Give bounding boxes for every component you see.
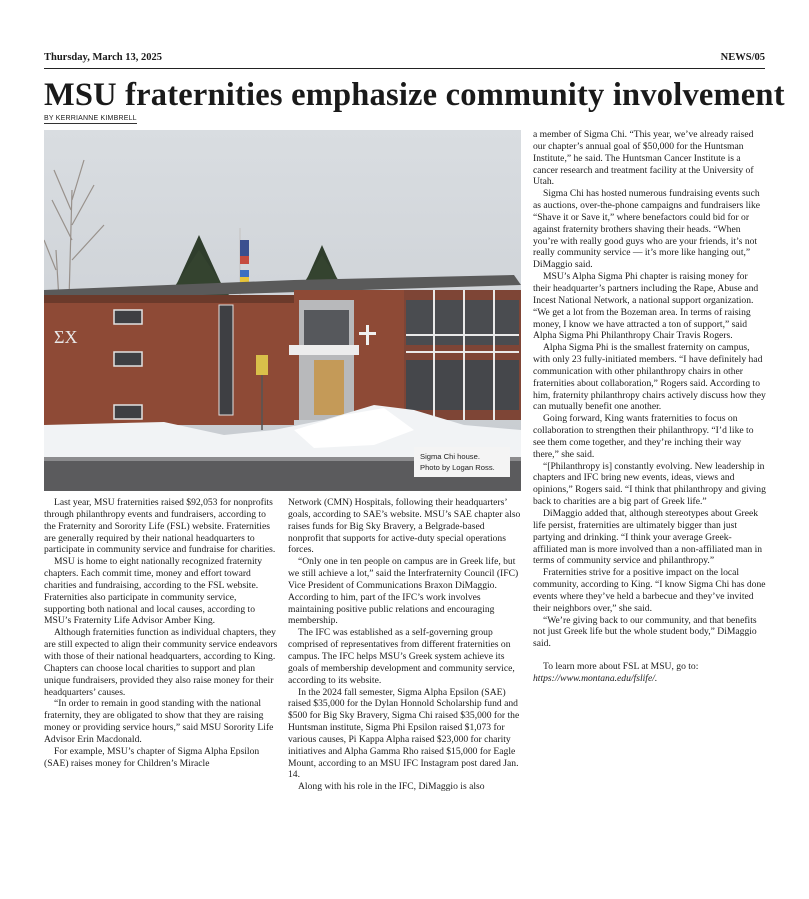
learn-more-paragraph bbox=[533, 661, 766, 685]
paragraph: For example, MSU’s chapter of Sigma Alpha Epsilon (SAE) raises money for Children’s Miracle bbox=[44, 745, 260, 769]
paragraph: The IFC was established as a self-governing group comprised of representatives from different fraternities on campus. The IFC helps MSU’s Greek system achieve its goals of membership development and community service, according to its website. bbox=[288, 627, 515, 686]
paragraph: Sigma Chi has hosted numerous fundraising events such as auctions, over-the-phone campaigns and fundraisers like “Shave it or Save it,” where benefactors could bid for or against fraternity brothers shaving their heads. “When you’re with really good guys who are your friends, it’s not really community service — it’s more like hanging out,” DiMaggio said. bbox=[533, 188, 761, 271]
article-column-3 bbox=[533, 129, 766, 685]
paragraph: DiMaggio added that, although stereotypes about Greek life persist, fraternities are ultimately bigger than just partying and drinking. “I think your average Greek-affiliated man is more involved than a non-affiliated man in terms of community service and philanthropy.” bbox=[533, 508, 763, 567]
article-column-1 bbox=[44, 497, 278, 769]
paragraph: Going forward, King wants fraternities to focus on collaboration to strengthen their philanthropy. “I’d like to see them come together, and they’re inching their way there,” she said. bbox=[533, 413, 754, 460]
byline: BY KERRIANNE KIMBRELL bbox=[44, 115, 137, 122]
paragraph: “[Philanthropy is] constantly evolving. New leadership in chapters and IFC bring new events, ideas, views and opinions,” Rogers said. “I think that philanthropy and giving back to charities are a big part of Greek life.” bbox=[533, 460, 766, 508]
paragraph: MSU is home to eight nationally recognized fraternity chapters. Each commit time, money and effort toward charities and fundraising, according to the FSL website. Fraternities also participate in community service, supporting both national and local causes, according to MSU’s Fraternity Life Advisor Amber King. bbox=[44, 556, 263, 627]
learn-more-text: To learn more about FSL at MSU, go to: bbox=[543, 661, 699, 673]
page-header bbox=[44, 52, 765, 66]
paragraph: Alpha Sigma Phi is the smallest fraternity on campus, with only 23 fully-initiated members. “I have definitely had communication with other philanthropy chairs in other fraternities about collaboration,” Rogers said. According to him, fraternity philanthropy chairs actively discuss how they can mutually benefit one another. bbox=[533, 342, 766, 413]
paragraph: Fraternities strive for a positive impact on the local community, according to King. “I know Sigma Chi has done events where they’ve held a barbecue and they’ve invited their neighbors over,” she said. bbox=[533, 567, 766, 614]
paragraph: MSU’s Alpha Sigma Phi chapter is raising money for their headquarter’s partners including the Rape, Abuse and Incest National Network, a national support organization. “We get a lot from the Bozeman area. In terms of raising money, I know we have attracted a ton of support,” said Alpha Sigma Phi Philanthropy Chair Travis Rogers. bbox=[533, 271, 759, 342]
caption-title: Sigma Chi house. bbox=[420, 452, 480, 461]
paragraph: “Only one in ten people on campus are in Greek life, but we still achieve a lot,” said the Interfraternity Council (IFC) Vice President of Communications Braxon DiMaggio. According to him, part of the IFC’s work involves maintaining positive public relations and encouraging membership. bbox=[288, 556, 519, 627]
paragraph: “We’re giving back to our community, and that benefits not just Greek life but the whole student body,” DiMaggio said. bbox=[533, 614, 757, 650]
headline: MSU fraternities emphasize community involvement bbox=[44, 77, 785, 113]
paragraph: Although fraternities function as individual chapters, they are still expected to align their community service endeavors with those of their national headquarters, according to King. Chapters can choose local charities to support and plan unique fundraisers, provided they also raise money for their headquarters’ causes. bbox=[44, 627, 278, 698]
fsl-website-link[interactable]: https://www.montana.edu/fslife/. bbox=[533, 672, 658, 684]
paragraph: Along with his role in the IFC, DiMaggio is also bbox=[298, 781, 485, 793]
paragraph: “In order to remain in good standing with the national fraternity, they are obligated to show that they are raising money or providing service hours,” said MSU Sorority Life Advisor Erin Macdonald. bbox=[44, 698, 274, 745]
paragraph: Network (CMN) Hospitals, following their headquarters’ goals, according to SAE’s website. MSU’s SAE chapter also raises funds for Big Sky Bravery, a Belgrade-based nonprofit that supports for active-duty special operations forces. bbox=[288, 497, 521, 556]
photo-caption bbox=[414, 447, 510, 477]
paragraph: Last year, MSU fraternities raised $92,053 for nonprofits through philanthropy events and fundraisers, according to the Fraternity and Sorority Life (FSL) website. Fraternities are generally required by their national headquarters to participate in community service and fundraise for charities. bbox=[44, 497, 276, 556]
section-page-label: NEWS/05 bbox=[720, 52, 765, 63]
article-column-2 bbox=[288, 497, 522, 793]
issue-date: Thursday, March 13, 2025 bbox=[44, 52, 162, 63]
paragraph: a member of Sigma Chi. “This year, we’ve already raised our chapter’s annual goal of $50,000 for the Huntsman Institute,” he said. The Huntsman Cancer Institute is a cancer research and treatment facility at the University of Utah. bbox=[533, 129, 754, 188]
caption-credit: Photo by Logan Ross. bbox=[420, 463, 495, 472]
header-rule bbox=[44, 68, 765, 69]
paragraph: In the 2024 fall semester, Sigma Alpha Epsilon (SAE) raised $35,000 for the Dylan Honnold Scholarship fund and $500 for Big Sky Bravery, Sigma Chi raised $35,000 for the Huntsman institute, Sigma Phi Epsilon raised $1,073 for various causes, Pi Kappa Alpha raised $23,000 for charity initiatives and Alpha Gamma Rho raised $15,000 for Eagle Mount, according to an MSU IFC Instagram post dared Jan. 14. bbox=[288, 686, 520, 781]
sigma-chi-house-image bbox=[44, 130, 521, 491]
house-sign-letters: ΣX bbox=[54, 327, 78, 347]
article-photo bbox=[44, 130, 521, 491]
